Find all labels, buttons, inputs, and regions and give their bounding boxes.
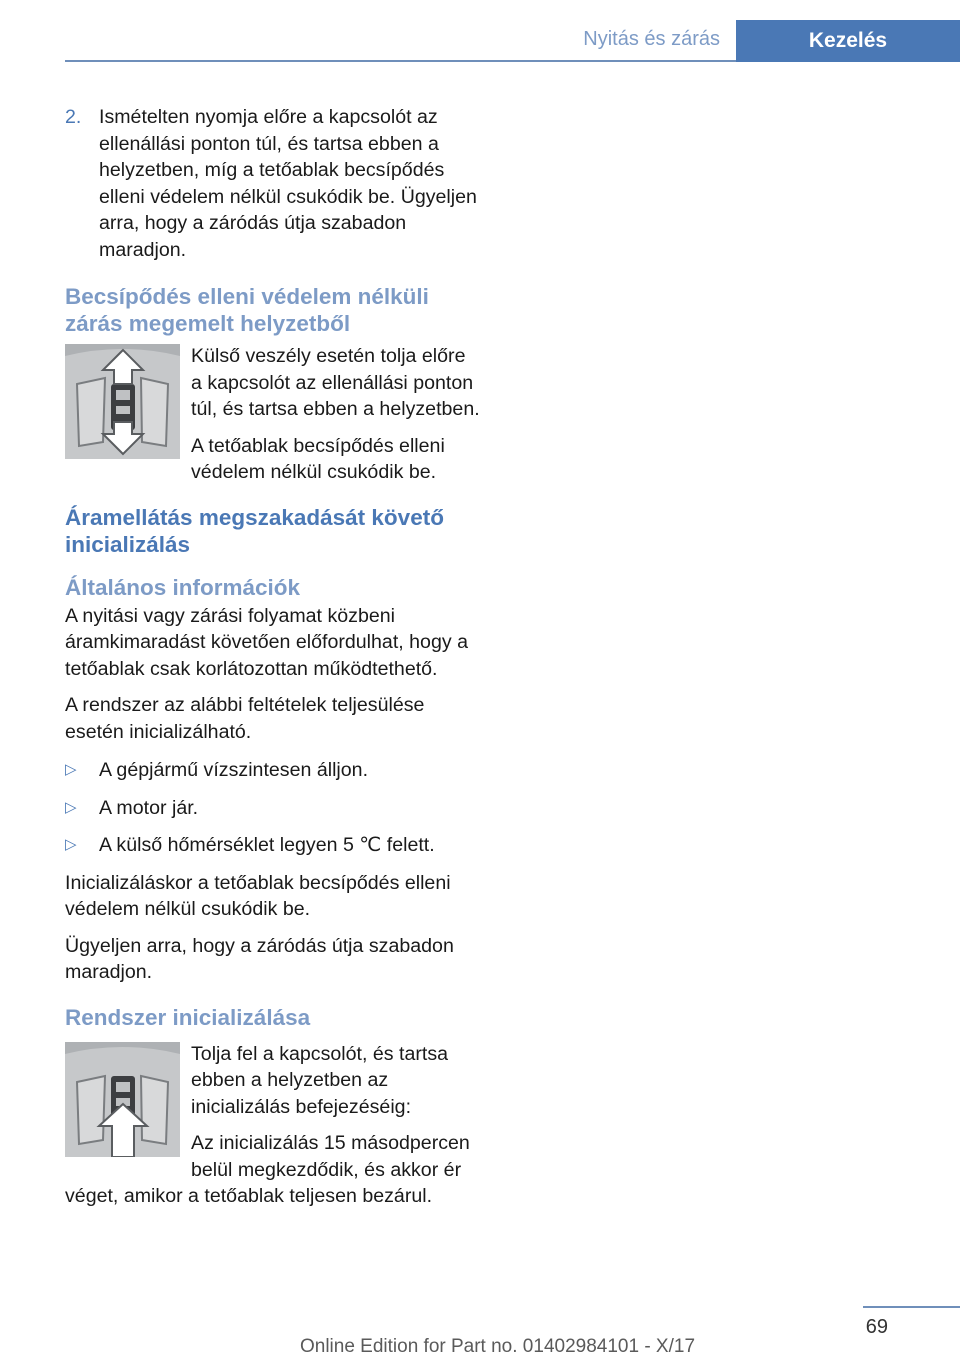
paragraph: A nyitási vagy zárási folyamat közbeni áramkimaradást követően előfordulhat, hogy a tetőablak csak korlátozottan működtethető.	[65, 604, 468, 680]
step-text: Ismételten nyomja előre a kapcsolót az ellenállási ponton túl, és tartsa ebben a helyzetben, míg a tetőablak becsípődés elleni védelem nélkül csukódik be. Ügyeljen arra, hogy a záródás útja szabadon maradjon.	[99, 106, 477, 261]
header-section-title: Nyitás és zárás	[583, 28, 720, 50]
switch-push-up-illustration	[65, 1042, 180, 1157]
header-chapter-tab: Kezelés	[736, 20, 960, 62]
paragraph: A rendszer az alábbi feltételek teljesülése esetén inicializálható.	[65, 694, 425, 743]
bullet-text: A külső hőmérséklet legyen 5 ℃ felett.	[99, 834, 435, 856]
paragraph: Ügyeljen arra, hogy a záródás útja szabadon maradjon.	[65, 934, 454, 983]
list-item	[65, 832, 480, 859]
switch-push-pull-illustration	[65, 344, 180, 459]
bullet-triangle-icon: ▷	[65, 761, 77, 778]
switch-arrows-icon	[65, 344, 180, 459]
page-number: 69	[865, 1316, 888, 1338]
section-paragraph: A tetőablak becsípődés elleni védelem nélkül csukódik be.	[191, 434, 445, 483]
section-heading: Rendszer inicializálása	[65, 1004, 311, 1030]
section-close-raised	[65, 283, 480, 486]
step-2	[65, 104, 480, 263]
section-heading-initialization: Áramellátás megszakadását követő inicializálás	[65, 504, 444, 557]
paragraph: Inicializáláskor a tetőablak becsípődés elleni védelem nélkül csukódik be.	[65, 871, 451, 920]
section-heading: Becsípődés elleni védelem nélküli zárás megemelt helyzetből	[65, 284, 429, 336]
main-column	[65, 104, 480, 1228]
footer-edition: Online Edition for Part no. 01402984101 - X/17	[299, 1336, 696, 1357]
bullet-triangle-icon: ▷	[65, 836, 77, 853]
page-number-rule	[863, 1306, 960, 1308]
list-item	[65, 757, 480, 784]
section-paragraph: Külső veszély esetén tolja előre a kapcsolót az ellenállási ponton túl, és tartsa ebben a helyzetben.	[191, 345, 480, 420]
subheading-general-info: Általános információk	[65, 574, 301, 600]
list-item	[65, 795, 480, 822]
section-system-initialization	[65, 1004, 480, 1210]
header-rule	[65, 60, 736, 62]
section-paragraph: Az inicializálás 15 másodpercen belül megkezdődik, és akkor ér véget, amikor a tetőablak teljesen bezárul.	[65, 1132, 470, 1207]
bullet-text: A motor jár.	[99, 796, 199, 819]
bullet-text: A gépjármű vízszintesen álljon.	[99, 759, 369, 781]
section-paragraph: Tolja fel a kapcsolót, és tartsa ebben a helyzetben az inicializálás befejezéséig:	[191, 1042, 449, 1118]
switch-arrow-up-icon	[65, 1042, 180, 1157]
bullet-triangle-icon: ▷	[65, 798, 77, 816]
step-number: 2.	[65, 106, 82, 128]
